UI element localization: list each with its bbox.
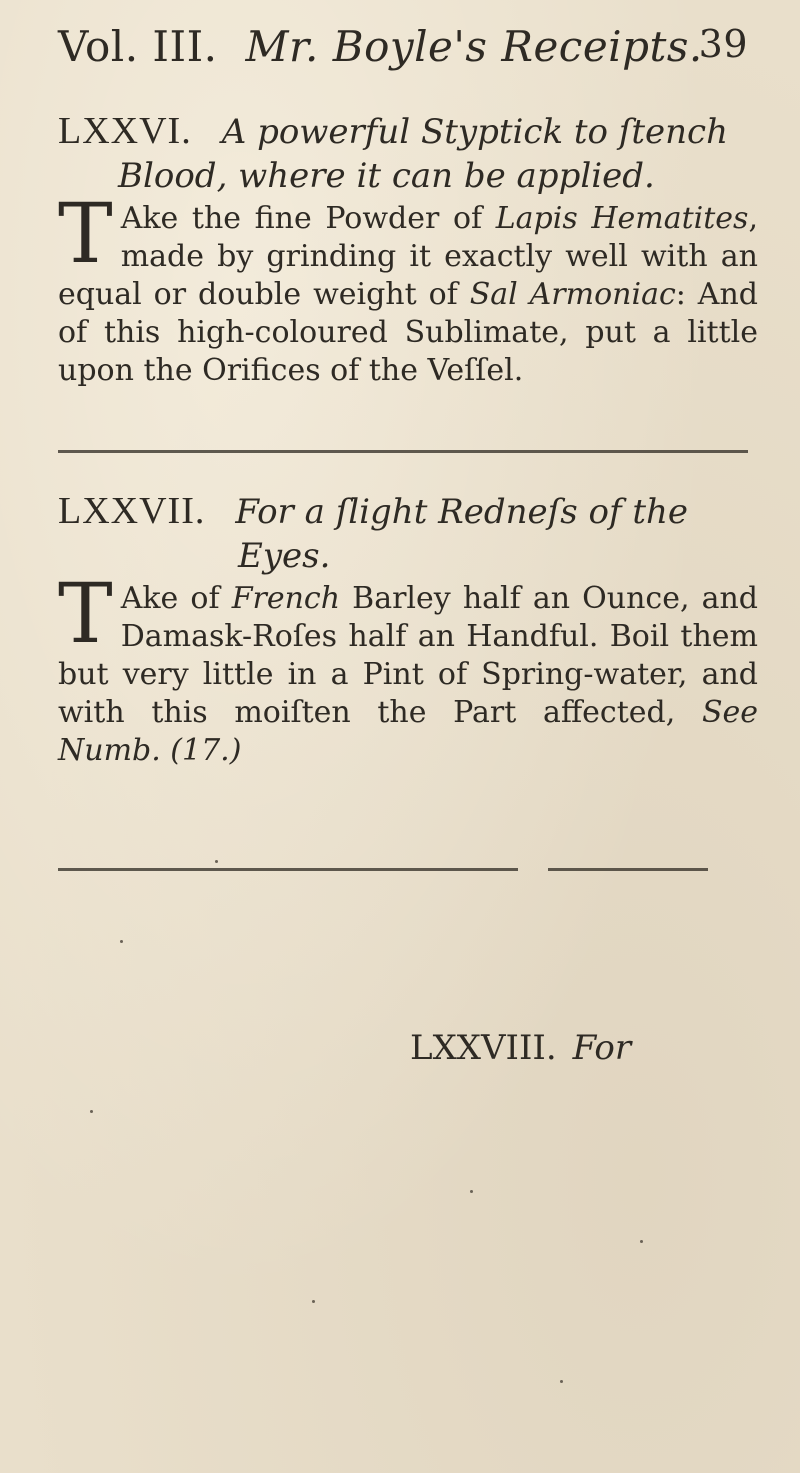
book-title: Mr. Boyle's Receipts. — [245, 22, 703, 71]
entry-heading — [58, 108, 758, 198]
divider-rule — [548, 868, 708, 871]
paragraph-italic: French — [231, 581, 341, 616]
catchword — [410, 1028, 631, 1068]
page-number: 39 — [698, 22, 748, 66]
catchword-number: LXXVIII. — [410, 1028, 557, 1068]
entry-heading — [58, 488, 758, 578]
entry-number: LXXVII. — [58, 490, 206, 532]
drop-cap: T — [58, 567, 113, 662]
divider-rule — [58, 868, 518, 871]
paragraph-text: , made by grinding it exactly well with an equal or double weight of — [58, 201, 758, 312]
drop-cap: T — [58, 187, 113, 282]
divider-rule — [58, 450, 748, 453]
entry-paragraph — [58, 187, 758, 390]
running-head — [58, 22, 748, 71]
paragraph-text: Ake the fine Powder of — [120, 201, 496, 236]
volume-label: Vol. III. — [58, 22, 218, 71]
paragraph-italic: Lapis Hematites — [495, 201, 749, 236]
entry-title-continued: Blood, where it can be applied. — [118, 156, 655, 196]
paragraph-text: Barley half an Ounce, and Damask-Roſes half an Handful. Boil them but very little in a Pint of Spring-water, and with this moiſten the Part affected, — [58, 581, 758, 730]
catchword-text: For — [572, 1028, 632, 1068]
entry-title: A powerful Styptick to ſtench — [221, 112, 729, 152]
entry-title: For a ſlight Redneſs of the — [235, 492, 689, 532]
paragraph-italic: See Numb. (17.) — [58, 695, 758, 768]
paragraph-text: Ake of — [120, 581, 232, 616]
entry-title-continued: Eyes. — [238, 536, 331, 576]
paragraph-italic: Sal Armoniac — [469, 277, 676, 312]
paragraph-text: : And of this high-coloured Sublimate, put a little upon the Orifices of the Veſſel. — [58, 277, 758, 388]
entry-paragraph — [58, 567, 758, 770]
entry-number: LXXVI. — [58, 110, 192, 152]
